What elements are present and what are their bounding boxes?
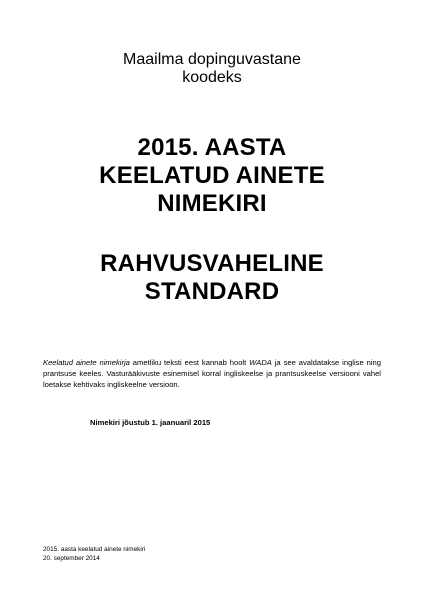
- intro-text-part: ametliku teksti eest kannab hoolt: [129, 357, 250, 367]
- intro-paragraph: [43, 357, 381, 390]
- footer-title: 2015. aasta keelatud ainete nimekiri: [43, 546, 146, 553]
- list-heading: [0, 134, 424, 218]
- wada-italic: WADA: [249, 357, 272, 367]
- list-heading-line: NIMEKIRI: [157, 190, 267, 217]
- standard-heading-line: STANDARD: [144, 278, 280, 305]
- list-heading-line: KEELATUD AINETE: [99, 162, 325, 189]
- standard-heading-line: RAHVUSVAHELINE: [100, 250, 324, 277]
- intro-text-part: ja see avaldatakse inglise ning prantsuse keeles. Vasturääkivuste esinemisel korral ingliskeelse ja prantsuskeelse versiooni vahel loetakse kehtivaks ingliskeelne versioon.: [43, 357, 381, 389]
- code-title-line: koodeks: [182, 69, 242, 86]
- list-name-italic: Keelatud ainete nimekirja: [43, 357, 130, 367]
- list-heading-line: 2015. AASTA: [137, 134, 287, 161]
- footer-date: 20. september 2014: [43, 555, 100, 562]
- standard-heading: [0, 250, 424, 306]
- page-footer: [43, 545, 145, 563]
- code-title-line: Maailma dopinguvastane: [123, 51, 301, 68]
- effective-date: Nimekiri jõustub 1. jaanuaril 2015: [90, 418, 211, 427]
- code-title: [0, 51, 424, 87]
